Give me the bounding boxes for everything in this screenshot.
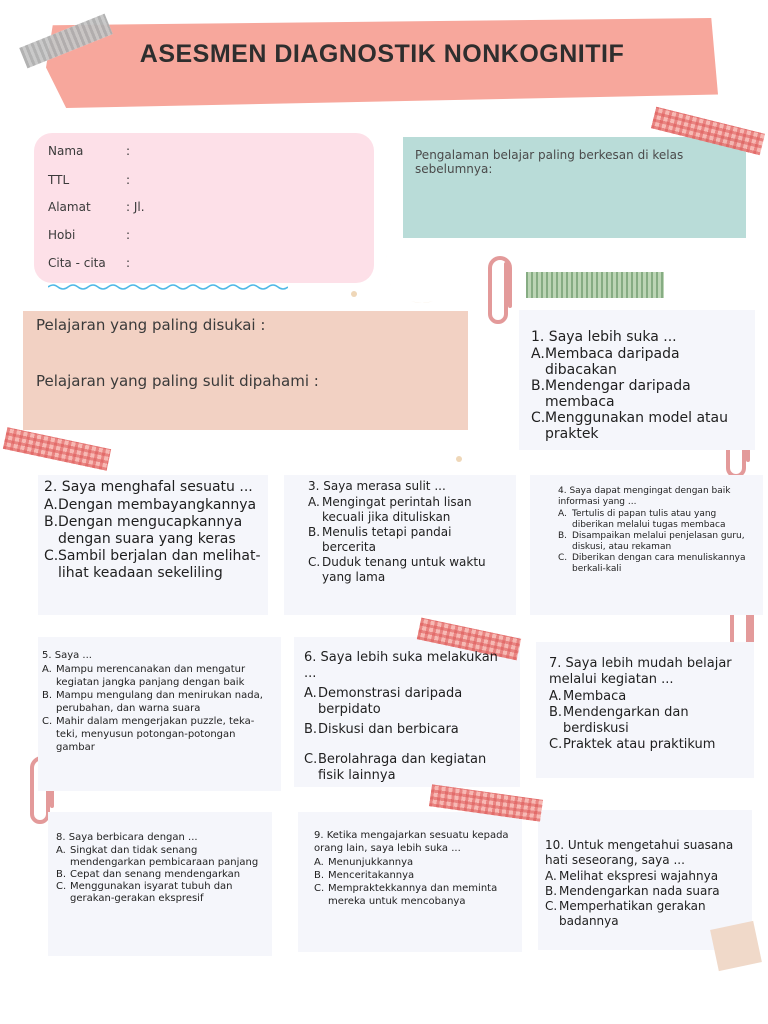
question-5 [42, 649, 276, 754]
option-a: A. Singkat dan tidak senang mendengarkan pembicaraan panjang [56, 845, 259, 868]
option-c: C. Mahir dalam mengerjakan puzzle, teka-teki, menyusun potongan-potongan gambar [42, 716, 255, 753]
identity-value: : [126, 173, 131, 187]
option-b: B. Cepat dan senang mendengarkan [56, 869, 241, 880]
option-c: C.Sambil berjalan dan melihat-lihat keadaan sekeliling [44, 548, 261, 581]
washi-tape-green [526, 272, 664, 298]
option-c: C. Mempraktekkannya dan meminta mereka untuk mencobanya [314, 883, 498, 907]
question-text: 10. Untuk mengetahui suasana hati seseorang, saya ... [545, 838, 734, 867]
page-title: ASESMEN DIAGNOSTIK NONKOGNITIF [139, 40, 625, 68]
option-b: B. Disampaikan melalui penjelasan guru, diskusi, atau rekaman [558, 531, 745, 552]
identity-value: : [126, 144, 131, 158]
question-text: 9. Ketika mengajarkan sesuatu kepada orang lain, saya lebih suka ... [314, 830, 509, 854]
option-a: A. Menunjukkannya [314, 857, 414, 868]
identity-label: Hobi [48, 228, 76, 242]
question-3 [308, 479, 508, 585]
option-b: B. Mendengarkan nada suara [545, 884, 720, 898]
option-a: A.Demonstrasi daripada berpidato [304, 686, 463, 717]
question-6 [304, 650, 514, 784]
identity-label: Cita - cita [48, 256, 106, 270]
question-text: 4. Saya dapat mengingat dengan baik informasi yang ... [558, 486, 731, 507]
identity-row-hobi [48, 228, 130, 242]
option-c: C. Memperhatikan gerakan badannya [545, 899, 706, 928]
question-text: 1. Saya lebih suka ... [531, 329, 677, 345]
identity-label: Nama [48, 144, 84, 158]
option-c: C.Praktek atau praktikum [549, 737, 716, 752]
option-c: C. Duduk tenang untuk waktu yang lama [308, 555, 486, 584]
squiggle-underline [48, 282, 288, 292]
question-10 [545, 838, 749, 929]
option-a: A. Tertulis di papan tulis atau yang diberikan melalui tugas membaca [558, 509, 726, 530]
identity-label: Alamat [48, 200, 91, 214]
question-2 [44, 479, 264, 582]
option-c: C. Menggunakan isyarat tubuh dan gerakan-gerakan ekspresif [56, 881, 233, 904]
option-b: B.Mendengar daripada membaca [531, 378, 691, 410]
question-7 [549, 656, 749, 753]
washi-tape-red [3, 427, 111, 471]
question-text: 2. Saya menghafal sesuatu ... [44, 479, 253, 495]
question-text: 7. Saya lebih mudah belajar melalui kegiatan ... [549, 656, 732, 687]
identity-value: : Jl. [126, 200, 145, 214]
option-a: A. Melihat ekspresi wajahnya [545, 869, 719, 883]
identity-row-ttl [48, 173, 130, 187]
hardest-subject-label: Pelajaran yang paling sulit dipahami : [36, 372, 319, 390]
option-a: A.Dengan membayangkannya [44, 497, 257, 513]
identity-row-nama [48, 144, 130, 158]
identity-value: : [126, 256, 131, 270]
question-text: 6. Saya lebih suka melakukan ... [304, 650, 498, 681]
sparkle-dot-icon [455, 455, 463, 463]
option-b: B.Diskusi dan berbicara [304, 722, 459, 737]
experience-prompt: Pengalaman belajar paling berkesan di kelas sebelumnya: [415, 148, 684, 176]
option-c: C. Diberikan dengan cara menuliskannya berkali-kali [558, 553, 746, 574]
identity-row-alamat [48, 200, 145, 214]
option-a: A.Membaca [549, 689, 627, 704]
option-b: B.Mendengarkan dan berdiskusi [549, 705, 689, 736]
option-a: A. Mengingat perintah lisan kecuali jika dituliskan [308, 495, 472, 524]
option-b: B. Mampu mengulang dan menirukan nada, perubahan, dan warna suara [42, 690, 263, 714]
favorite-subject-label: Pelajaran yang paling disukai : [36, 316, 266, 334]
identity-value: : [126, 228, 131, 242]
option-b: B. Menulis tetapi pandai bercerita [308, 525, 452, 554]
question-text: 5. Saya ... [42, 650, 92, 661]
question-9 [314, 829, 514, 908]
option-a: A.Membaca daripada dibacakan [531, 346, 680, 378]
option-c: C.Menggunakan model atau praktek [531, 410, 728, 442]
option-b: B. Menceritakannya [314, 870, 415, 881]
question-text: 8. Saya berbicara dengan ... [56, 832, 198, 843]
moon-icon [366, 236, 452, 308]
sparkle-dot-icon [350, 290, 358, 298]
option-a: A. Mampu merencanakan dan mengatur kegiatan jangka panjang dengan baik [42, 664, 246, 688]
question-1 [531, 329, 746, 442]
question-8 [56, 832, 266, 905]
identity-label: TTL [48, 173, 70, 187]
identity-row-cita [48, 256, 130, 270]
paperclip-icon [486, 254, 516, 330]
question-text: 3. Saya merasa sulit ... [308, 479, 446, 493]
option-c: C.Berolahraga dan kegiatan fisik lainnya [304, 752, 487, 783]
option-b: B.Dengan mengucapkannya dengan suara yang keras [44, 514, 243, 547]
question-4 [558, 486, 758, 575]
